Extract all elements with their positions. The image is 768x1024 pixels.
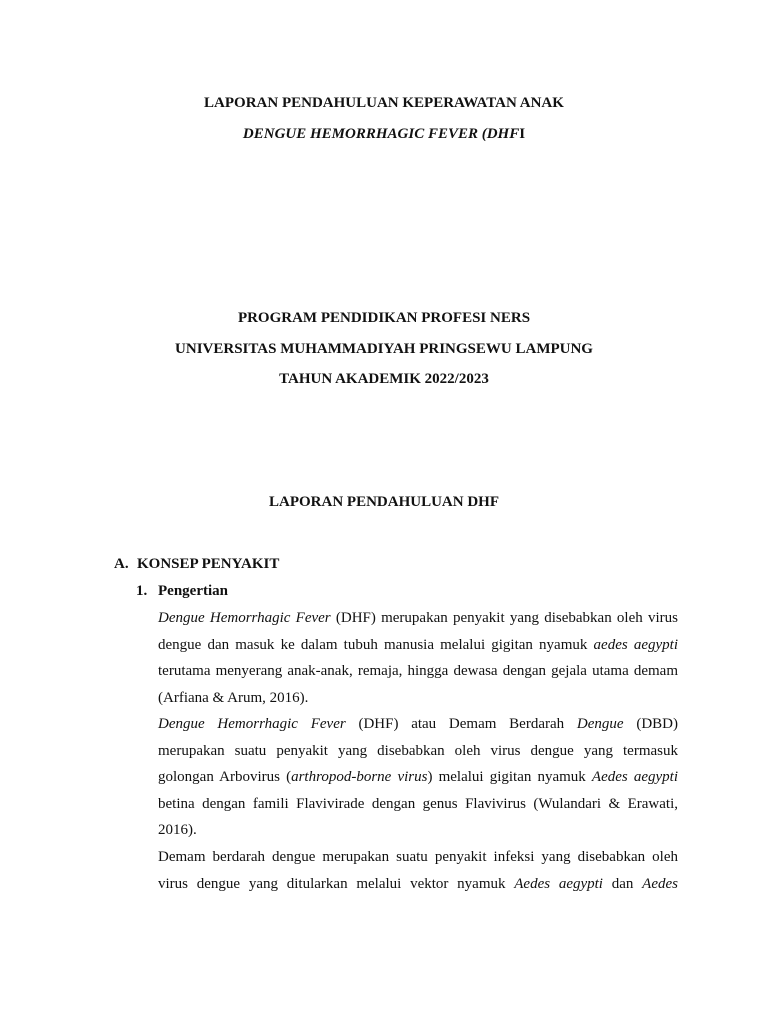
section-marker: A. bbox=[114, 556, 129, 572]
text-segment: (DHF) atau Demam Berdarah bbox=[345, 716, 577, 732]
paragraph-line bbox=[158, 764, 678, 791]
paragraph-line: merupakan suatu penyakit yang disebabkan oleh virus dengue yang termasuk bbox=[158, 742, 678, 759]
paragraph-1 bbox=[158, 605, 678, 711]
paragraph-line: Demam berdarah dengue merupakan suatu penyakit infeksi yang disebabkan oleh bbox=[158, 849, 678, 865]
section-heading-a bbox=[114, 554, 279, 574]
paragraph-line: 2016). bbox=[158, 822, 197, 838]
text-segment: aedes aegypti bbox=[593, 636, 678, 653]
text-segment: Aedes aegypti bbox=[591, 769, 679, 785]
text-segment: Dengue bbox=[576, 716, 624, 732]
academic-year: TAHUN AKADEMIK 2022/2023 bbox=[279, 371, 489, 387]
text-segment: Aedes bbox=[642, 875, 678, 892]
subsection-heading-1 bbox=[136, 581, 228, 601]
paragraph-3 bbox=[158, 844, 678, 897]
section-title: KONSEP PENYAKIT bbox=[137, 556, 280, 572]
subsection-title: Pengertian bbox=[158, 583, 228, 599]
paragraph-line: terutama menyerang anak-anak, remaja, hingga dewasa dengan gejala utama demam bbox=[158, 663, 678, 679]
paragraph-line bbox=[158, 711, 678, 738]
text-segment: (DHF) merupakan penyakit yang disebabkan oleh virus bbox=[330, 610, 678, 626]
text-segment: ) melalui gigitan nyamuk bbox=[427, 769, 592, 785]
cover-subtitle-tail: I bbox=[519, 126, 526, 142]
program-name: PROGRAM PENDIDIKAN PROFESI NERS bbox=[237, 310, 531, 326]
text-segment: dengue dan masuk ke dalam tubuh manusia melalui gigitan nyamuk bbox=[158, 636, 594, 653]
paragraph-line: (Arfiana & Arum, 2016). bbox=[158, 689, 309, 706]
paragraph-line: betina dengan famili Flavivirade dengan genus Flavivirus (Wulandari & Erawati, bbox=[158, 795, 678, 812]
text-segment: arthropod-borne virus bbox=[291, 769, 428, 785]
text-segment: Dengue Hemorrhagic Fever bbox=[158, 716, 346, 732]
cover-subtitle-italic: DENGUE HEMORRHAGIC FEVER (DHF bbox=[242, 126, 520, 142]
text-segment: golongan Arbovirus ( bbox=[158, 769, 292, 785]
text-segment: dan bbox=[602, 875, 643, 892]
university-name: UNIVERSITAS MUHAMMADIYAH PRINGSEWU LAMPUNG bbox=[175, 341, 593, 357]
subsection-marker: 1. bbox=[136, 583, 148, 599]
cover-title: LAPORAN PENDAHULUAN KEPERAWATAN ANAK bbox=[204, 95, 564, 111]
text-segment: Dengue Hemorrhagic Fever bbox=[158, 610, 331, 626]
paragraph-line bbox=[158, 871, 678, 898]
cover-subtitle bbox=[0, 124, 768, 144]
text-segment: virus dengue yang ditularkan melalui vektor nyamuk bbox=[158, 875, 515, 892]
report-title: LAPORAN PENDAHULUAN DHF bbox=[269, 494, 499, 510]
text-segment: Aedes aegypti bbox=[514, 875, 603, 892]
paragraph-2 bbox=[158, 711, 678, 844]
paragraph-line bbox=[158, 632, 678, 659]
paragraph-line bbox=[158, 605, 678, 632]
text-segment: (DBD) bbox=[623, 716, 678, 732]
